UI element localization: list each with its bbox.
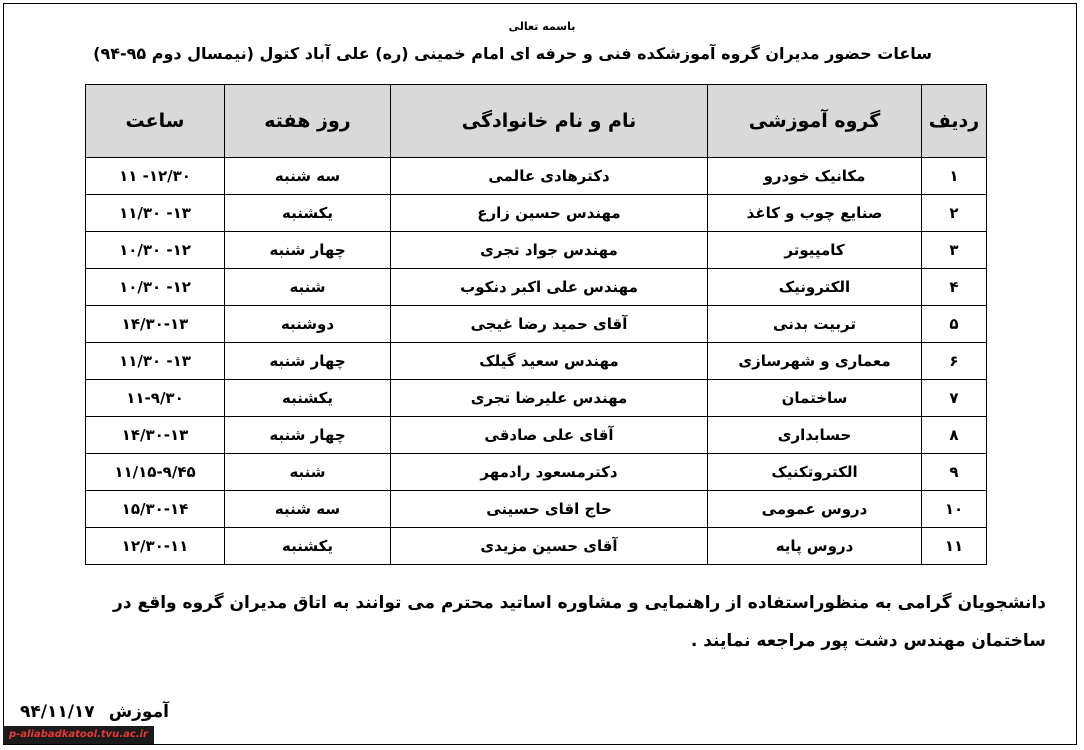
cell-hours: ۱۳- ۱۱/۳۰ <box>86 343 225 380</box>
cell-department: صنایع چوب و کاغذ <box>708 195 922 232</box>
cell-row-number: ۱۰ <box>922 491 987 528</box>
cell-weekday: شنبه <box>225 269 391 306</box>
cell-row-number: ۸ <box>922 417 987 454</box>
table-row <box>86 158 987 195</box>
cell-full-name: مهندس علیرضا تجری <box>391 380 708 417</box>
cell-department: معماری و شهرسازی <box>708 343 922 380</box>
cell-full-name: مهندس حسین زارع <box>391 195 708 232</box>
cell-full-name: آقای علی صادقی <box>391 417 708 454</box>
cell-row-number: ۶ <box>922 343 987 380</box>
table-row <box>86 417 987 454</box>
bismillah-heading: باسمه تعالی <box>508 20 576 33</box>
column-header-row-number: ردیف <box>922 85 987 158</box>
cell-weekday: یکشنبه <box>225 528 391 565</box>
cell-hours: ۱۴/۳۰-۱۳ <box>86 417 225 454</box>
cell-weekday: دوشنبه <box>225 306 391 343</box>
column-header-full-name: نام و نام خانوادگی <box>391 85 708 158</box>
cell-hours: ۱۴/۳۰-۱۳ <box>86 306 225 343</box>
footer-department: آموزش <box>108 702 169 722</box>
cell-row-number: ۲ <box>922 195 987 232</box>
cell-weekday: یکشنبه <box>225 195 391 232</box>
notice-line-1: دانشجویان گرامی به منظوراستفاده از راهنمایی و مشاوره اساتید محترم می توانند به اتاق مدیران گروه واقع در <box>113 593 1046 613</box>
cell-hours: ۱۲/۳۰- ۱۱ <box>86 158 225 195</box>
table-row <box>86 380 987 417</box>
cell-row-number: ۱۱ <box>922 528 987 565</box>
schedule-table-body <box>86 158 987 565</box>
cell-weekday: یکشنبه <box>225 380 391 417</box>
cell-hours: ۱۲- ۱۰/۳۰ <box>86 232 225 269</box>
site-watermark <box>3 726 154 744</box>
cell-full-name: آقای حمید رضا غیجی <box>391 306 708 343</box>
table-row <box>86 232 987 269</box>
footer-signature <box>20 702 169 722</box>
table-row <box>86 195 987 232</box>
column-header-hours: ساعت <box>86 85 225 158</box>
cell-weekday: شنبه <box>225 454 391 491</box>
page-title: ساعات حضور مدیران گروه آموزشکده فنی و حرفه ای امام خمینی (ره) علی آباد کتول (نیمسال دوم ۹۵-۹۴) <box>93 44 932 63</box>
cell-row-number: ۷ <box>922 380 987 417</box>
cell-department: دروس عمومی <box>708 491 922 528</box>
cell-hours: ۱۱/۱۵-۹/۴۵ <box>86 454 225 491</box>
cell-full-name: دکترهادی عالمی <box>391 158 708 195</box>
table-header-row <box>86 85 987 158</box>
cell-weekday: چهار شنبه <box>225 417 391 454</box>
cell-weekday: سه شنبه <box>225 158 391 195</box>
cell-department: دروس پایه <box>708 528 922 565</box>
notice-text <box>80 584 1046 660</box>
column-header-department: گروه آموزشی <box>708 85 922 158</box>
cell-row-number: ۴ <box>922 269 987 306</box>
cell-department: ساختمان <box>708 380 922 417</box>
table-row <box>86 343 987 380</box>
schedule-table <box>85 84 987 565</box>
cell-row-number: ۵ <box>922 306 987 343</box>
cell-department: حسابداری <box>708 417 922 454</box>
cell-full-name: حاج اقای حسینی <box>391 491 708 528</box>
cell-department: کامپیوتر <box>708 232 922 269</box>
cell-hours: ۱۲- ۱۰/۳۰ <box>86 269 225 306</box>
cell-full-name: مهندس جواد تجری <box>391 232 708 269</box>
cell-row-number: ۱ <box>922 158 987 195</box>
cell-full-name: مهندس سعید گیلک <box>391 343 708 380</box>
column-header-weekday: روز هفته <box>225 85 391 158</box>
cell-department: مکانیک خودرو <box>708 158 922 195</box>
cell-row-number: ۳ <box>922 232 987 269</box>
cell-department: تربیت بدنی <box>708 306 922 343</box>
cell-full-name: آقای حسین مزیدی <box>391 528 708 565</box>
cell-hours: ۱۳- ۱۱/۳۰ <box>86 195 225 232</box>
cell-full-name: دکترمسعود رادمهر <box>391 454 708 491</box>
watermark-text: p-aliabadkatool.tvu.ac.ir <box>9 729 148 740</box>
table-row <box>86 454 987 491</box>
cell-weekday: چهار شنبه <box>225 232 391 269</box>
cell-full-name: مهندس علی اکبر دنکوب <box>391 269 708 306</box>
cell-hours: ۱۵/۳۰-۱۴ <box>86 491 225 528</box>
table-row <box>86 491 987 528</box>
notice-line-2: ساختمان مهندس دشت پور مراجعه نمایند . <box>690 631 1046 651</box>
cell-weekday: چهار شنبه <box>225 343 391 380</box>
cell-department: الکتروتکنیک <box>708 454 922 491</box>
table-row <box>86 528 987 565</box>
cell-hours: ۱۲/۳۰-۱۱ <box>86 528 225 565</box>
cell-weekday: سه شنبه <box>225 491 391 528</box>
cell-department: الکترونیک <box>708 269 922 306</box>
footer-date: ۹۴/۱۱/۱۷ <box>20 702 95 722</box>
table-row <box>86 269 987 306</box>
cell-hours: ۱۱-۹/۳۰ <box>86 380 225 417</box>
cell-row-number: ۹ <box>922 454 987 491</box>
table-row <box>86 306 987 343</box>
